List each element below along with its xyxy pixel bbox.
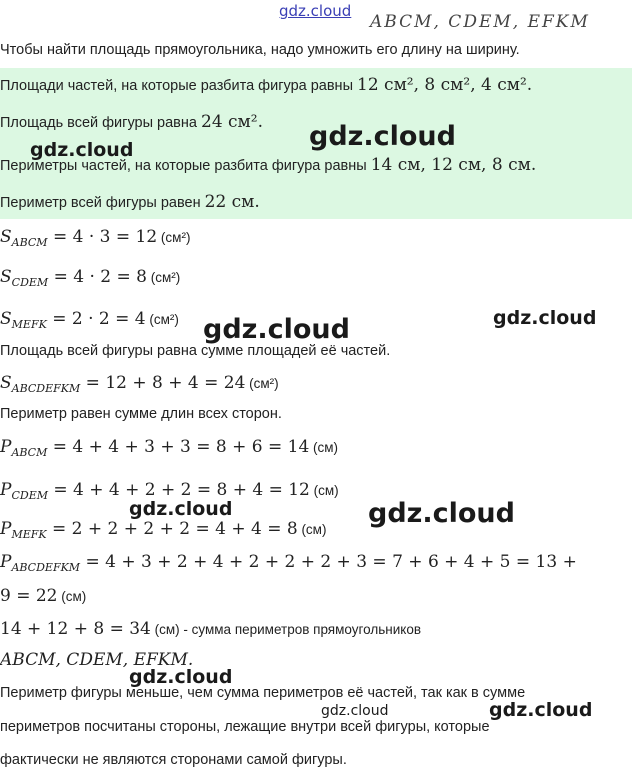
p-symbol: P: [0, 552, 12, 572]
p4-subscript: ABCDEFKM: [11, 561, 81, 574]
p2-unit: (см): [309, 483, 339, 498]
cut-off-heading: [370, 12, 590, 32]
p2-expression: = 4 + 4 + 2 + 2 = 8 + 4 = 12: [47, 480, 310, 500]
watermark[interactable]: gdz.cloud: [489, 699, 593, 721]
p4-unit: (см): [57, 589, 87, 604]
perim-rule: Периметр равен сумме длин всех сторон.: [0, 406, 282, 422]
total-perim-value: 22 см.: [204, 192, 260, 212]
total-area-line: [0, 112, 263, 132]
p2-subscript: CDEM: [11, 489, 48, 502]
watermark[interactable]: gdz.cloud: [309, 121, 456, 152]
perim-sum-line: [0, 619, 421, 639]
p-symbol: P: [0, 437, 12, 457]
s-symbol: S: [0, 227, 12, 247]
s2-unit: (см²): [146, 270, 181, 285]
conclusion-line-3: фактически не являются сторонами самой фигуры.: [0, 752, 347, 768]
s2-subscript: CDEM: [11, 276, 49, 289]
area-mefk: [0, 309, 179, 331]
s4-subscript: ABCDEFKM: [11, 382, 81, 395]
conclusion-line-2: периметров посчитаны стороны, лежащие внутри всей фигуры, которые: [0, 719, 490, 735]
watermark-top[interactable]: gdz.cloud: [279, 2, 352, 20]
conclusion-line-1: Периметр фигуры меньше, чем сумма периметров её частей, так как в сумме: [0, 685, 526, 701]
sum-text: (см) - сумма периметров прямоугольников: [150, 622, 421, 637]
p4-continuation: 9 = 22: [0, 586, 58, 606]
area-rule: Площадь всей фигуры равна сумме площадей её частей.: [0, 343, 391, 359]
p1-unit: (см): [309, 440, 339, 455]
cut-off-text: ABCM, CDEM, EFKM: [370, 12, 590, 32]
s4-expression: = 12 + 8 + 4 = 24: [80, 373, 246, 393]
s1-subscript: ABCM: [11, 236, 48, 249]
watermark[interactable]: gdz.cloud: [368, 498, 515, 529]
sum-expression: 14 + 12 + 8 = 34: [0, 619, 151, 639]
watermark[interactable]: gdz.cloud: [203, 314, 350, 345]
s4-unit: (см²): [245, 376, 279, 391]
perims-text: Периметры частей, на которые разбита фигура равны: [0, 158, 367, 174]
perims-values: 14 см, 12 см, 8 см.: [370, 155, 537, 175]
s3-subscript: MEFK: [11, 318, 47, 331]
p1-expression: = 4 + 4 + 3 + 3 = 8 + 6 = 14: [47, 437, 310, 457]
watermark[interactable]: gdz.cloud: [493, 307, 597, 329]
areas-text: Площади частей, на которые разбита фигура равны: [0, 78, 353, 94]
intro-text: Чтобы найти площадь прямоугольника, надо умножить его длину на ширину.: [0, 42, 520, 58]
s-symbol: S: [0, 309, 12, 329]
total-area-text: Площадь всей фигуры равна: [0, 115, 197, 131]
perim-total: [0, 552, 577, 574]
area-abcm: [0, 227, 190, 249]
p4-expression: = 4 + 3 + 2 + 4 + 2 + 2 + 2 + 3 = 7 + 6 + 4 + 5 = 13 +: [80, 552, 577, 572]
perim-total-cont: [0, 586, 86, 606]
area-total: [0, 373, 279, 395]
p3-expression: = 2 + 2 + 2 + 2 = 4 + 4 = 8: [46, 519, 298, 539]
p-symbol: P: [0, 519, 12, 539]
s1-expression: = 4 · 3 = 12: [47, 227, 158, 247]
total-perim-text: Периметр всей фигуры равен: [0, 195, 201, 211]
total-area-value: 24 см².: [201, 112, 263, 132]
perim-mefk: [0, 519, 326, 541]
areas-line: [0, 75, 532, 95]
s-symbol: S: [0, 267, 12, 287]
s-symbol: S: [0, 373, 12, 393]
p3-subscript: MEFK: [11, 528, 47, 541]
total-perim-line: [0, 192, 260, 212]
s3-expression: = 2 · 2 = 4: [46, 309, 146, 329]
areas-values: 12 см², 8 см², 4 см².: [357, 75, 533, 95]
perim-abcm: [0, 437, 338, 459]
watermark[interactable]: gdz.cloud: [321, 703, 389, 719]
p3-unit: (см): [297, 522, 327, 537]
s3-unit: (см²): [145, 312, 179, 327]
p1-subscript: ABCM: [11, 446, 48, 459]
area-cdem: [0, 267, 180, 289]
watermark[interactable]: gdz.cloud: [129, 498, 233, 520]
p-symbol: P: [0, 480, 12, 500]
s2-expression: = 4 · 2 = 8: [48, 267, 147, 287]
rects-names: ABCM, CDEM, EFKM.: [0, 650, 194, 670]
watermark[interactable]: gdz.cloud: [30, 139, 134, 161]
watermark[interactable]: gdz.cloud: [129, 666, 233, 688]
s1-unit: (см²): [157, 230, 191, 245]
